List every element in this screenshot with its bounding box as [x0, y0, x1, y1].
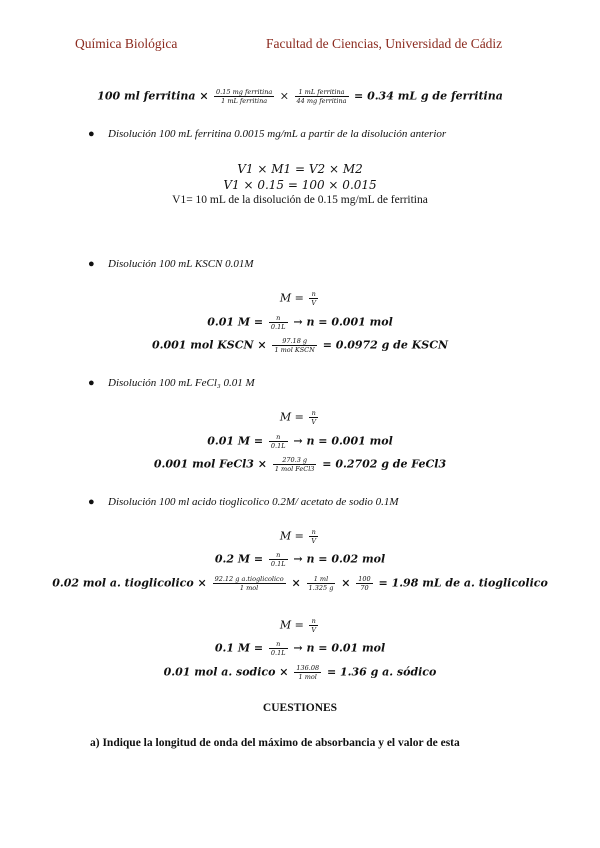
bullet-text: Disolución 100 mL FeCl₃ 0.01 M [108, 377, 255, 389]
fraction: $\frac{\text{1 mL ferritina}}{\text{44 mg ferritina}}$ [296, 88, 347, 105]
equation-kscn-moles: 0.01 M = $\frac{n}{0.1L}$ → n = 0.001 mol [207, 314, 393, 331]
equation-kscn-mass: 0.001 mol KSCN × $\frac{97.18 g}{\text{1 mol KSCN}}$ = 0.0972 g de KSCN [151, 337, 449, 354]
fraction: $\frac{136.08}{\text{1 mol}}$ [296, 664, 320, 681]
equation-fecl3-mass: 0.001 mol FeCl3 × $\frac{270.3 g}{\text{1 mol FeCl3}}$ = 0.2702 g de FeCl3 [153, 456, 447, 473]
fraction: $\frac{97.18 g}{\text{1 mol KSCN}}$ [274, 337, 315, 354]
equation-acetato-moles: 0.1 M = $\frac{n}{0.1L}$ → n = 0.01 mol [214, 640, 386, 657]
equation-v1-substitution: V1 × 0.15 = 100 × 0.015 [223, 178, 377, 192]
fraction: $\frac{n}{0.1L}$ [270, 640, 286, 657]
result-v1: V1= 10 mL de la disolución de 0.15 mg/mL de ferritina [172, 194, 428, 206]
header-right: Facultad de Ciencias, Universidad de Cádiz [266, 36, 503, 51]
bullet-kscn: ● Disolución 100 mL KSCN 0.01M [88, 258, 254, 270]
fraction: $\frac{n}{0.1L}$ [270, 551, 286, 568]
equation-fecl3-moles: 0.01 M = $\frac{n}{0.1L}$ → n = 0.001 mol [207, 433, 393, 450]
section-heading-cuestiones: CUESTIONES [262, 702, 338, 714]
equation-tioglicolico-moles: 0.2 M = $\frac{n}{0.1L}$ → n = 0.02 mol [214, 551, 386, 568]
fraction: $\frac{\text{0.15 mg ferritina}}{\text{1 mL ferritina}}$ [216, 88, 273, 105]
equation-v1m1: V1 × M1 = V2 × M2 [237, 162, 363, 176]
bullet-text: Disolución 100 mL ferritina 0.0015 mg/mL a partir de la disolución anterior [108, 128, 447, 140]
bullet-ferritina-dilution: ● Disolución 100 mL ferritina 0.0015 mg/mL a partir de la disolución anterior [88, 128, 447, 140]
question-a: a) Indique la longitud de onda del máximo de absorbancia y el valor de esta [90, 737, 460, 749]
equation-molarity: M = $\frac{n}{V}$ [279, 409, 317, 426]
equation-ferritina: 100 ml ferritina × $\frac{\text{0.15 mg ferritina}}{\text{1 mL ferritina}}$ × $\frac{\text{1 mL ferritina}}{\text{44 mg ferritina}}$ = 0.34 mL g de ferritina [97, 88, 503, 105]
fraction: $\frac{1 ml}{1.325 g}$ [308, 575, 334, 592]
fraction: $\frac{270.3 g}{\text{1 mol FeCl3}}$ [274, 456, 315, 473]
fraction: $\frac{n}{V}$ [311, 617, 317, 634]
fraction: $\frac{100}{70}$ [358, 575, 371, 592]
fraction: $\frac{n}{0.1L}$ [270, 314, 286, 331]
bullet-text: Disolución 100 mL KSCN 0.01M [108, 258, 254, 270]
bullet-tioglicolico: ● Disolución 100 ml acido tioglicolico 0.2M/ acetato de sodio 0.1M [88, 496, 399, 508]
fraction: $\frac{n}{0.1L}$ [270, 433, 286, 450]
equation-molarity: M = $\frac{n}{V}$ [279, 290, 317, 307]
bullet-fecl3: ● Disolución 100 mL FeCl₃ 0.01 M [88, 377, 255, 389]
eq-lhs: 100 ml ferritina × [97, 89, 209, 103]
bullet-text: Disolución 100 ml acido tioglicolico 0.2M/ acetato de sodio 0.1M [108, 496, 399, 508]
equation-tioglicolico-volume: 0.02 mol a. tioglicolico × $\frac{\text{92.12 g a.tioglicolico}}{\text{1 mol}}$ × $\frac{1 ml}{1.325 g}$ × $\frac{100}{70}$ = 1.98 mL de a. tioglicolico [52, 575, 548, 592]
eq-rhs: = 0.34 mL g de ferritina [354, 89, 503, 103]
fraction: $\frac{\text{92.12 g a.tioglicolico}}{\text{1 mol}}$ [214, 575, 284, 592]
equation-molarity-acetato: M = $\frac{n}{V}$ [279, 617, 317, 634]
equation-acetato-mass: 0.01 mol a. sodico × $\frac{136.08}{\text{1 mol}}$ = 1.36 g a. sódico [163, 664, 437, 681]
fraction: $\frac{n}{V}$ [311, 528, 317, 545]
fraction: $\frac{n}{V}$ [311, 409, 317, 426]
fraction: $\frac{n}{V}$ [311, 290, 317, 307]
equation-molarity: M = $\frac{n}{V}$ [279, 528, 317, 545]
header-left: Química Biológica [75, 36, 178, 51]
